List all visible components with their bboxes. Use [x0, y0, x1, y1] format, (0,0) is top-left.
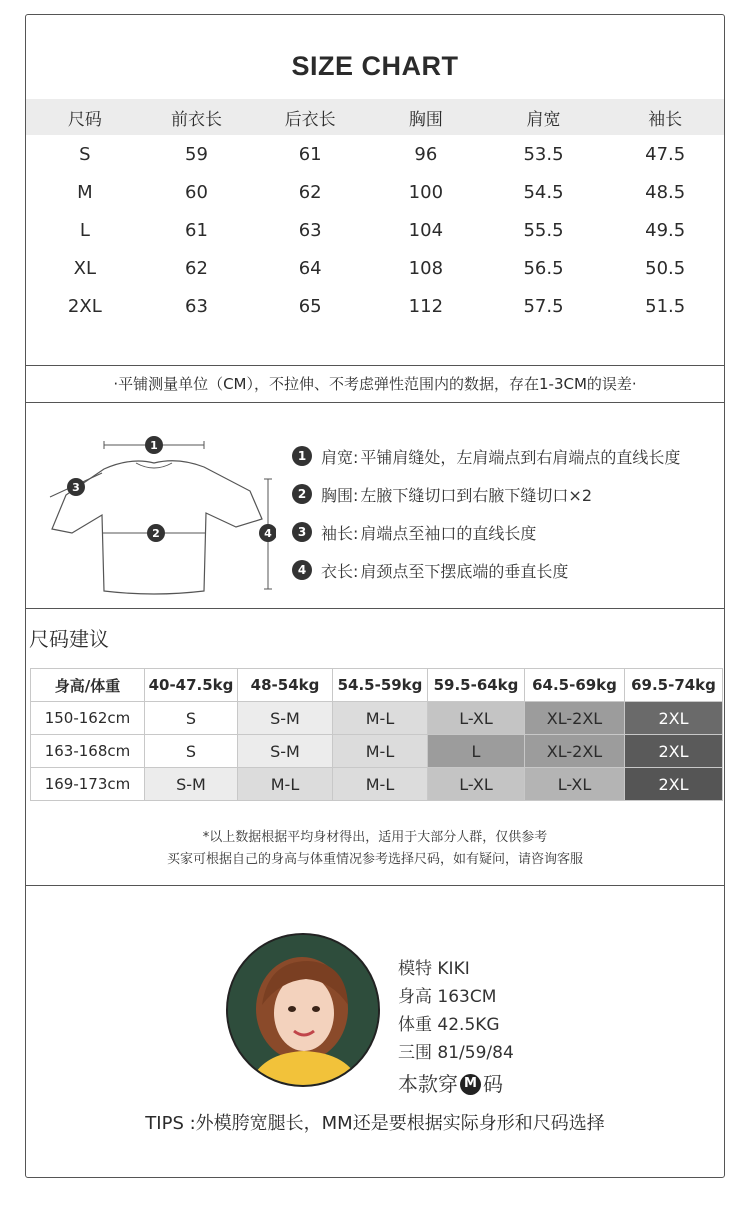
size-badge: M: [460, 1074, 481, 1095]
table-row: [31, 735, 723, 768]
size-cell: L: [79, 219, 90, 241]
height-label: 150-162cm: [31, 702, 145, 735]
size-cell: S: [145, 702, 238, 735]
measurement-label: 袖长:: [321, 523, 359, 543]
svg-text:3: 3: [72, 481, 80, 494]
corner-header: 身高/体重: [31, 669, 145, 702]
size-cell: M-L: [333, 768, 428, 801]
value-cell: 56.5: [523, 257, 564, 279]
table-row: [26, 211, 724, 249]
model-height: 身高 163CM: [398, 987, 497, 1007]
weight-header: 69.5-74kg: [625, 669, 723, 702]
size-cell: M-L: [333, 735, 428, 768]
recommendation-title: 尺码建议: [29, 627, 109, 651]
size-cell: M-L: [333, 702, 428, 735]
svg-text:1: 1: [150, 439, 158, 452]
table-row: [26, 249, 724, 287]
header-sleeve: 袖长: [648, 109, 683, 130]
wear-prefix: 本款穿: [398, 1072, 458, 1096]
size-cell: S-M: [238, 735, 333, 768]
size-cell: S-M: [238, 702, 333, 735]
size-cell: M: [77, 181, 93, 203]
value-cell: 100: [408, 181, 444, 203]
size-cell: S-M: [145, 768, 238, 801]
header-chest: 胸围: [408, 109, 443, 130]
measurement-label: 胸围:: [321, 485, 359, 505]
size-cell: 2XL: [625, 768, 723, 801]
value-cell: 55.5: [523, 219, 564, 241]
value-cell: 96: [414, 143, 438, 165]
model-portrait-icon: [228, 935, 380, 1087]
svg-text:4: 4: [264, 527, 272, 540]
table-header-row: [31, 669, 723, 702]
divider: [26, 365, 724, 366]
value-cell: 48.5: [645, 181, 686, 203]
value-cell: 50.5: [645, 257, 686, 279]
model-weight: 体重 42.5KG: [398, 1015, 500, 1035]
value-cell: 61: [298, 143, 322, 165]
measurement-desc: 肩端点至袖口的直线长度: [360, 523, 537, 543]
table-row: [31, 702, 723, 735]
size-cell: 2XL: [625, 702, 723, 735]
garment-diagram: [36, 433, 276, 603]
weight-header: 64.5-69kg: [525, 669, 625, 702]
size-cell: L-XL: [428, 768, 525, 801]
size-cell: L-XL: [525, 768, 625, 801]
model-avatar: [226, 933, 380, 1087]
weight-header: 48-54kg: [238, 669, 333, 702]
note-line: 买家可根据自己的身高与体重情况参考选择尺码，如有疑问，请咨询客服: [166, 852, 583, 867]
number-1-icon: 1: [292, 446, 312, 466]
table-row: [26, 173, 724, 211]
list-item: [292, 513, 722, 551]
table-row: [26, 135, 724, 173]
size-cell: 2XL: [625, 735, 723, 768]
model-name: 模特 KIKI: [398, 959, 470, 979]
value-cell: 49.5: [645, 219, 686, 241]
value-cell: 112: [408, 295, 444, 317]
value-cell: 64: [298, 257, 322, 279]
marker-1-icon: [145, 436, 163, 454]
svg-text:2: 2: [152, 527, 160, 540]
value-cell: 60: [185, 181, 208, 203]
neckline: [136, 463, 172, 468]
measurement-note: ·平铺测量单位（CM），不拉伸、不考虑弹性范围内的数据，存在1-3CM的误差·: [113, 375, 637, 393]
weight-header: 59.5-64kg: [428, 669, 525, 702]
size-cell: XL-2XL: [525, 735, 625, 768]
value-cell: 104: [408, 219, 444, 241]
list-item: [292, 437, 722, 475]
model-wear-size: [398, 1069, 514, 1099]
measurement-label: 肩宽:: [321, 447, 359, 467]
size-cell: 2XL: [67, 295, 102, 317]
value-cell: 57.5: [523, 295, 564, 317]
size-chart-title: SIZE CHART: [291, 51, 459, 81]
model-info: [398, 955, 514, 1099]
value-cell: 63: [185, 295, 208, 317]
size-chart-table: [26, 99, 724, 325]
model-measurements: 三围 81/59/84: [398, 1043, 514, 1063]
divider: [26, 608, 724, 609]
marker-4-icon: [259, 524, 276, 542]
value-cell: 62: [185, 257, 208, 279]
value-cell: 54.5: [523, 181, 564, 203]
measurement-desc: 左腋下缝切口到右腋下缝切口×2: [360, 485, 592, 505]
measurement-desc: 平铺肩缝处，左肩端点到右肩端点的直线长度: [360, 447, 681, 467]
header-back-length: 后衣长: [284, 109, 336, 130]
measurement-label: 衣长:: [321, 561, 359, 581]
table-row: [26, 287, 724, 325]
header-size: 尺码: [67, 109, 102, 130]
weight-header: 54.5-59kg: [333, 669, 428, 702]
number-2-icon: 2: [292, 484, 312, 504]
value-cell: 53.5: [523, 143, 564, 165]
value-cell: 108: [408, 257, 444, 279]
value-cell: 61: [185, 219, 208, 241]
wear-suffix: 码: [483, 1072, 503, 1096]
list-item: [292, 551, 722, 589]
size-cell: XL-2XL: [525, 702, 625, 735]
height-label: 163-168cm: [31, 735, 145, 768]
divider: [26, 402, 724, 403]
measurement-list: [292, 437, 722, 589]
value-cell: 47.5: [645, 143, 686, 165]
size-cell: L-XL: [428, 702, 525, 735]
size-chart-header-row: [26, 99, 724, 135]
value-cell: 62: [298, 181, 322, 203]
value-cell: 63: [298, 219, 322, 241]
marker-3-icon: [67, 478, 85, 496]
table-row: [31, 768, 723, 801]
measurement-desc: 肩颈点至下摆底端的垂直长度: [360, 561, 569, 581]
value-cell: 51.5: [645, 295, 686, 317]
header-front-length: 前衣长: [171, 109, 222, 130]
size-cell: M-L: [238, 768, 333, 801]
header-shoulder: 肩宽: [526, 109, 561, 130]
recommendation-notes: [26, 827, 724, 871]
tips-text: TIPS :外模胯宽腿长，MM还是要根据实际身形和尺码选择: [145, 1113, 605, 1134]
size-cell: S: [145, 735, 238, 768]
height-label: 169-173cm: [31, 768, 145, 801]
size-cell: L: [428, 735, 525, 768]
value-cell: 65: [298, 295, 322, 317]
value-cell: 59: [185, 143, 208, 165]
size-cell: S: [79, 143, 91, 165]
size-cell: XL: [73, 257, 96, 279]
recommendation-table: [30, 668, 723, 801]
note-line: *以上数据根据平均身材得出，适用于大部分人群，仅供参考: [202, 830, 548, 845]
divider: [26, 885, 724, 886]
weight-header: 40-47.5kg: [145, 669, 238, 702]
marker-2-icon: [147, 524, 165, 542]
number-4-icon: 4: [292, 560, 312, 580]
list-item: [292, 475, 722, 513]
size-guide-frame: [25, 14, 725, 1178]
number-3-icon: 3: [292, 522, 312, 542]
